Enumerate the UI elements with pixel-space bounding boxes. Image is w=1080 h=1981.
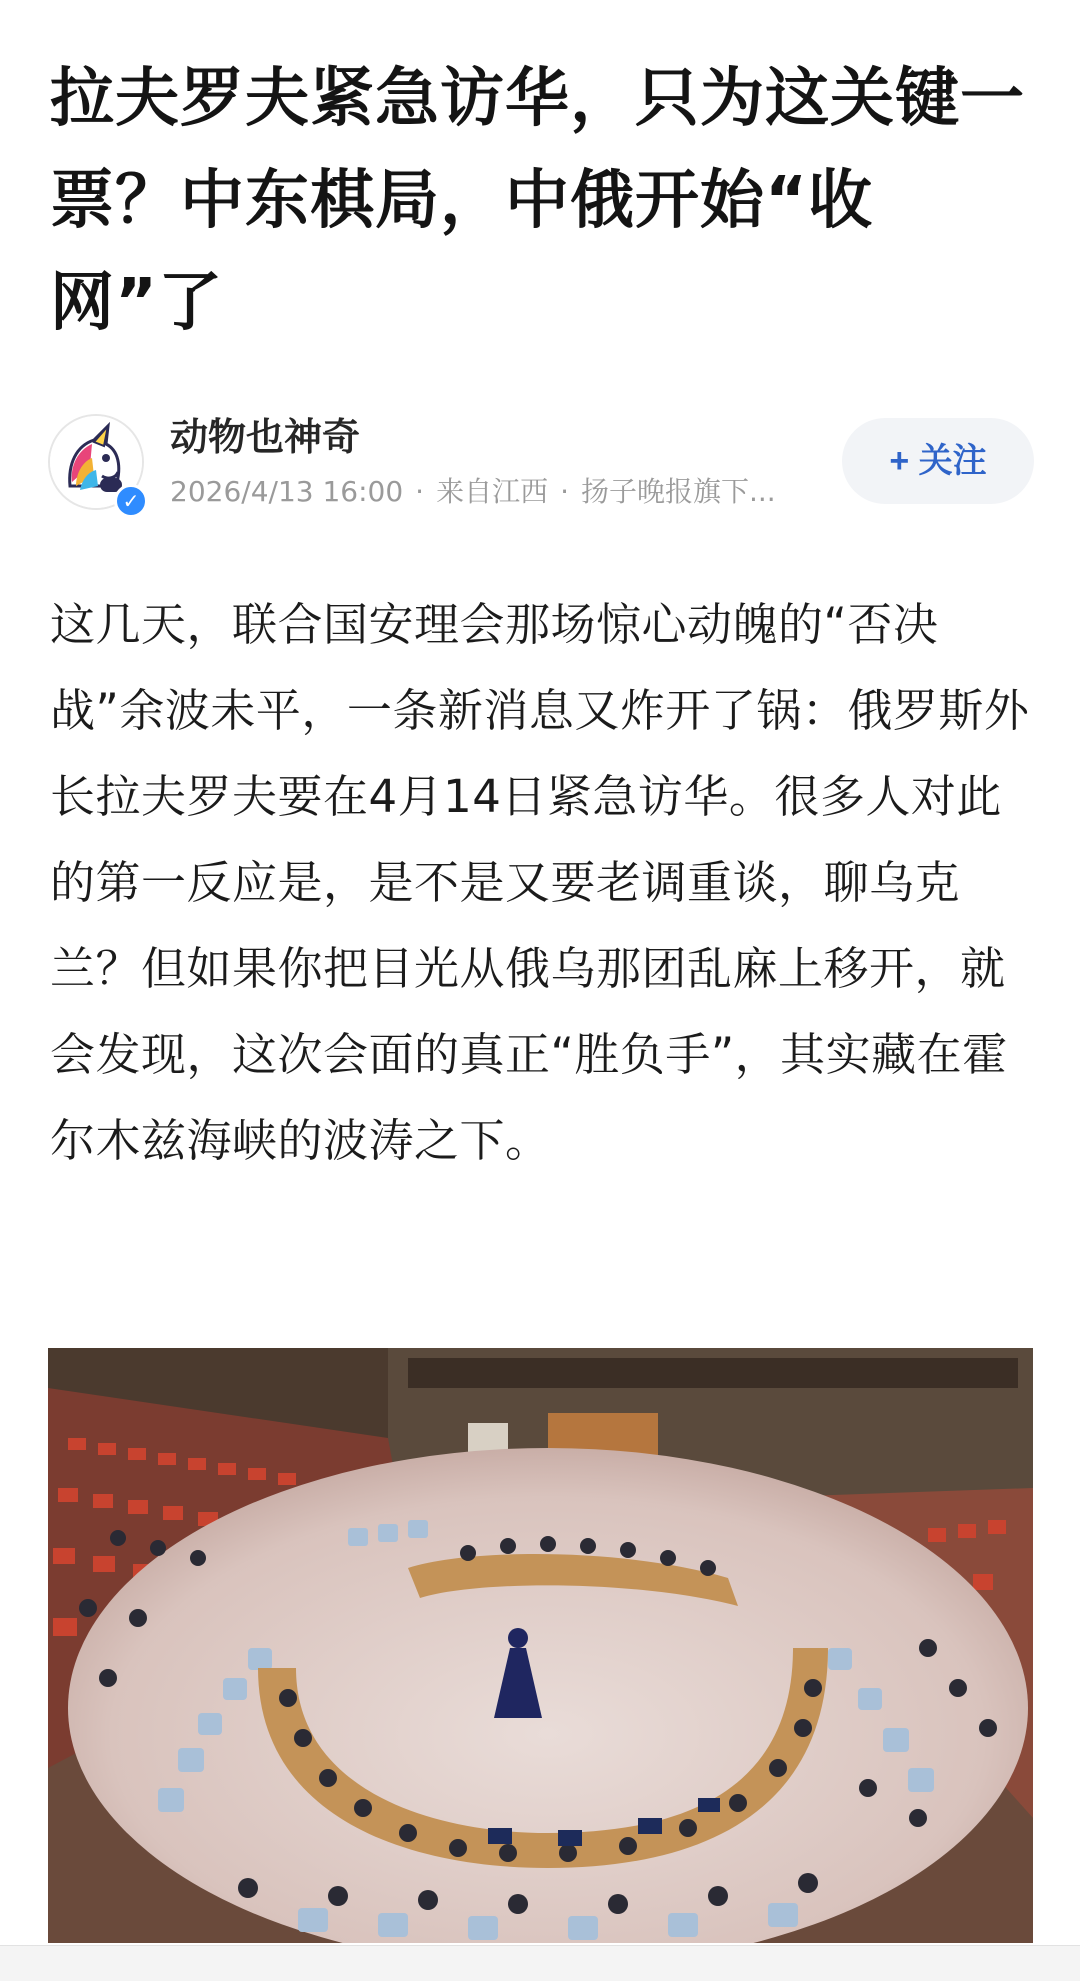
author-name[interactable]: 动物也神奇 xyxy=(170,415,361,459)
article-body: 这几天，联合国安理会那场惊心动魄的“否决战”余波未平，一条新消息又炸开了锅：俄罗斯外长拉夫罗夫要在4月14日紧急访华。很多人对此的第一反应是，是不是又要老调重谈，聊乌克兰？但如果你把目光从俄乌那团乱麻上移开，就会发现，这次会面的真正“胜负手”，其实藏在霍尔木兹海峡的波涛之下。 xyxy=(50,598,1030,1167)
author-row xyxy=(48,408,1034,518)
article-photo[interactable] xyxy=(48,1348,1033,1943)
meta-separator: · xyxy=(415,475,425,508)
follow-button[interactable]: + 关注 xyxy=(842,418,1034,504)
verified-check-icon: ✓ xyxy=(114,484,148,518)
article-meta xyxy=(170,472,810,512)
publish-location: 来自江西 xyxy=(436,475,549,508)
meta-separator: · xyxy=(560,475,569,508)
author-avatar[interactable] xyxy=(48,414,144,513)
publish-source: 扬子晚报旗下... xyxy=(581,475,776,508)
article-title: 拉夫罗夫紧急访华，只为这关键一票？中东棋局，中俄开始“收网”了 xyxy=(50,62,1025,340)
bottom-bar xyxy=(0,1945,1080,1981)
un-security-council-photo xyxy=(48,1348,1033,1943)
publish-date: 2026/4/13 16:00 xyxy=(170,475,404,508)
